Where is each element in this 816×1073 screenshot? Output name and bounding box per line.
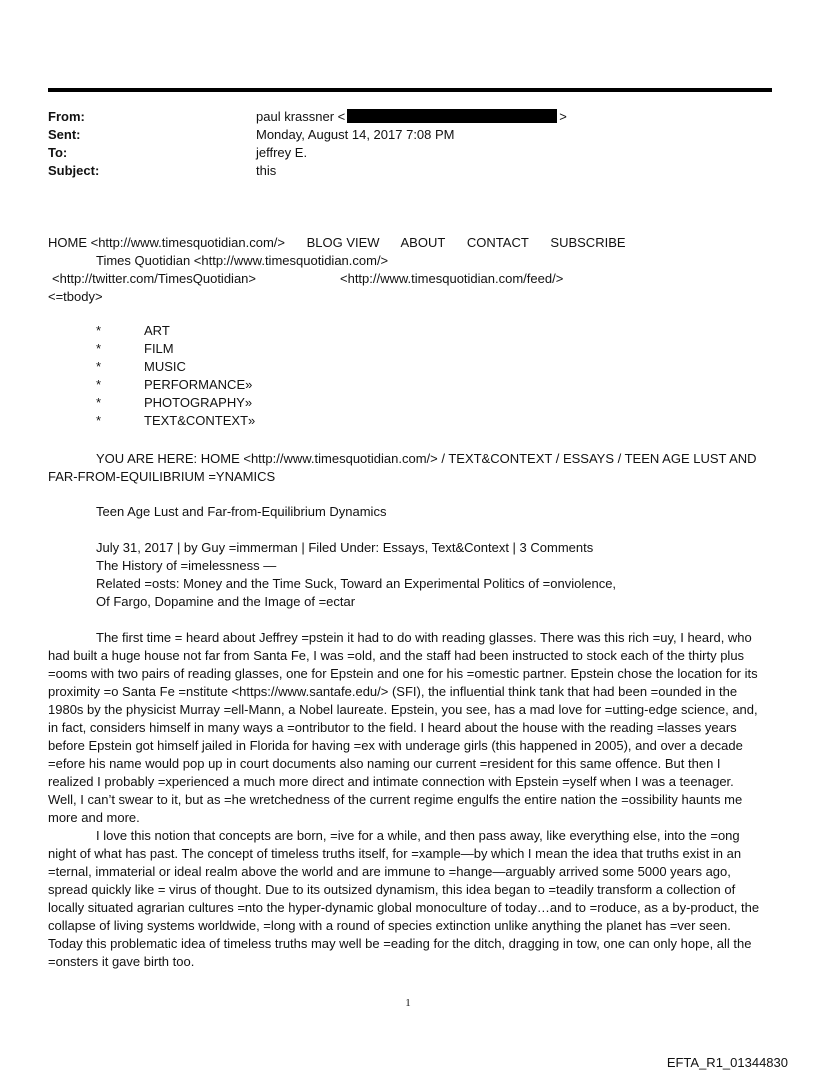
article-paragraph-2: I love this notion that concepts are born, =ive for a while, and then pass away, like everything else, into the =ong night of what has past. The concept of timeless truths itself, for =xample—by which I mean the idea that truths exist in an =ternal, immaterial or ideal realm above the world and are immune to =hange—arguably arrived some 5000 years ago, spread quickly like = virus of thought. Due to its outsized dynamism, this idea began to =teadily transform a collection of locally situated agrarian cultures =nto the hyper-dynamic global monoculture of today…and to =roduce, as a by-product, the collapse of living systems worldwide, =long with a round of species extinction unlike anything the planet has =ver seen. Today this problematic idea of timeless truths may well be =eading for the ditch, dragging in tow, one can only hope, all the =onsters it gave birth too. [48, 828, 760, 969]
breadcrumb: YOU ARE HERE: HOME <http://www.timesquotidian.com/> / TEXT&CONTEXT / ESSAYS / TEEN AGE LUST AND [96, 451, 757, 466]
document-id: EFTA_R1_01344830 [666, 1055, 788, 1070]
history-link[interactable]: The History of =imelessness — [96, 558, 277, 573]
menu-bullet: * [96, 395, 102, 410]
nav-blog-view-link[interactable]: BLOG VIEW [306, 235, 380, 250]
menu-bullet: * [96, 323, 102, 338]
site-title[interactable]: Times Quotidian <http://www.timesquotidian.com/> [96, 253, 389, 268]
nav-about-link[interactable]: ABOUT [400, 235, 446, 250]
from-bracket: > [559, 109, 567, 124]
menu-label: PERFORMANCE» [144, 377, 253, 392]
subject-label: Subject: [48, 163, 100, 178]
from-label: From: [48, 109, 85, 124]
menu-label: MUSIC [144, 359, 186, 374]
menu-label: PHOTOGRAPHY» [144, 395, 253, 410]
related-posts: Related =osts: Money and the Time Suck, Toward an Experimental Politics of =onviolence, [96, 576, 617, 591]
article-paragraph-1: The first time = heard about Jeffrey =pstein it had to do with reading glasses. There was this rich =uy, I heard, who had built a huge house not far from Santa Fe, I was =old, and the staff had been instructed to stock each of the thirty plus =ooms with two pairs of reading glasses, one for Epstein and one for his =omestic partner. Epstein chose the location for its proximity =o Santa Fe =nstitute <https://www.santafe.edu/> (SFI), the influential think tank that had been =ounded in the 1980s by the physicist Murray =ell-Mann, a Nobel laureate. Epstein, you see, has a mad love for =utting-edge science, and, in fact, considers himself in many ways a =ontributor to the field. I heard about the house with the reading =lasses years before Epstein got himself jailed in Florida for having =ex with underage girls (this happened in 2005), and over a decade =efore his name would pop up in court documents also naming our current =resident for this same offence. But then I realized I probably =xperienced a much more direct and intimate connection with Epstein =yself when I was a teenager. Well, I can’t swear to it, but as =he wretchedness of the current regime engulfs the entire nation the =ossibility haunts me more and more. [48, 630, 758, 825]
tbody-artifact: <=tbody> [48, 289, 103, 304]
page-number: 1 [405, 997, 411, 1009]
redaction-bar [347, 109, 557, 123]
feed-link[interactable]: <http://www.timesquotidian.com/feed/> [340, 271, 564, 286]
subject-value: this [256, 163, 277, 178]
article-meta: July 31, 2017 | by Guy =immerman | Filed Under: Essays, Text&Context | 3 Comments [96, 540, 594, 555]
menu-bullet: * [96, 359, 102, 374]
sent-label: Sent: [48, 127, 81, 142]
article-title: Teen Age Lust and Far-from-Equilibrium Dynamics [96, 504, 387, 519]
sent-value: Monday, August 14, 2017 7:08 PM [256, 127, 455, 142]
twitter-link[interactable]: <http://twitter.com/TimesQuotidian> [52, 271, 256, 286]
from-value [256, 108, 567, 126]
to-label: To: [48, 145, 68, 160]
from-name: paul krassner < [256, 109, 346, 124]
menu-label: FILM [144, 341, 174, 356]
menu-label: ART [144, 323, 170, 338]
nav-home-link[interactable]: HOME <http://www.timesquotidian.com/> [48, 235, 285, 250]
menu-bullet: * [96, 341, 102, 356]
to-value: jeffrey E. [256, 145, 308, 160]
breadcrumb-continued: FAR-FROM-EQUILIBRIUM =YNAMICS [48, 469, 276, 484]
menu-bullet: * [96, 413, 102, 428]
header-rule [48, 88, 772, 92]
nav-contact-link[interactable]: CONTACT [466, 235, 529, 250]
menu-bullet: * [96, 377, 102, 392]
site-nav [48, 234, 644, 252]
nav-subscribe-link[interactable]: SUBSCRIBE [550, 235, 626, 250]
menu-label: TEXT&CONTEXT» [144, 413, 256, 428]
related-posts-continued: Of Fargo, Dopamine and the Image of =ectar [96, 594, 356, 609]
